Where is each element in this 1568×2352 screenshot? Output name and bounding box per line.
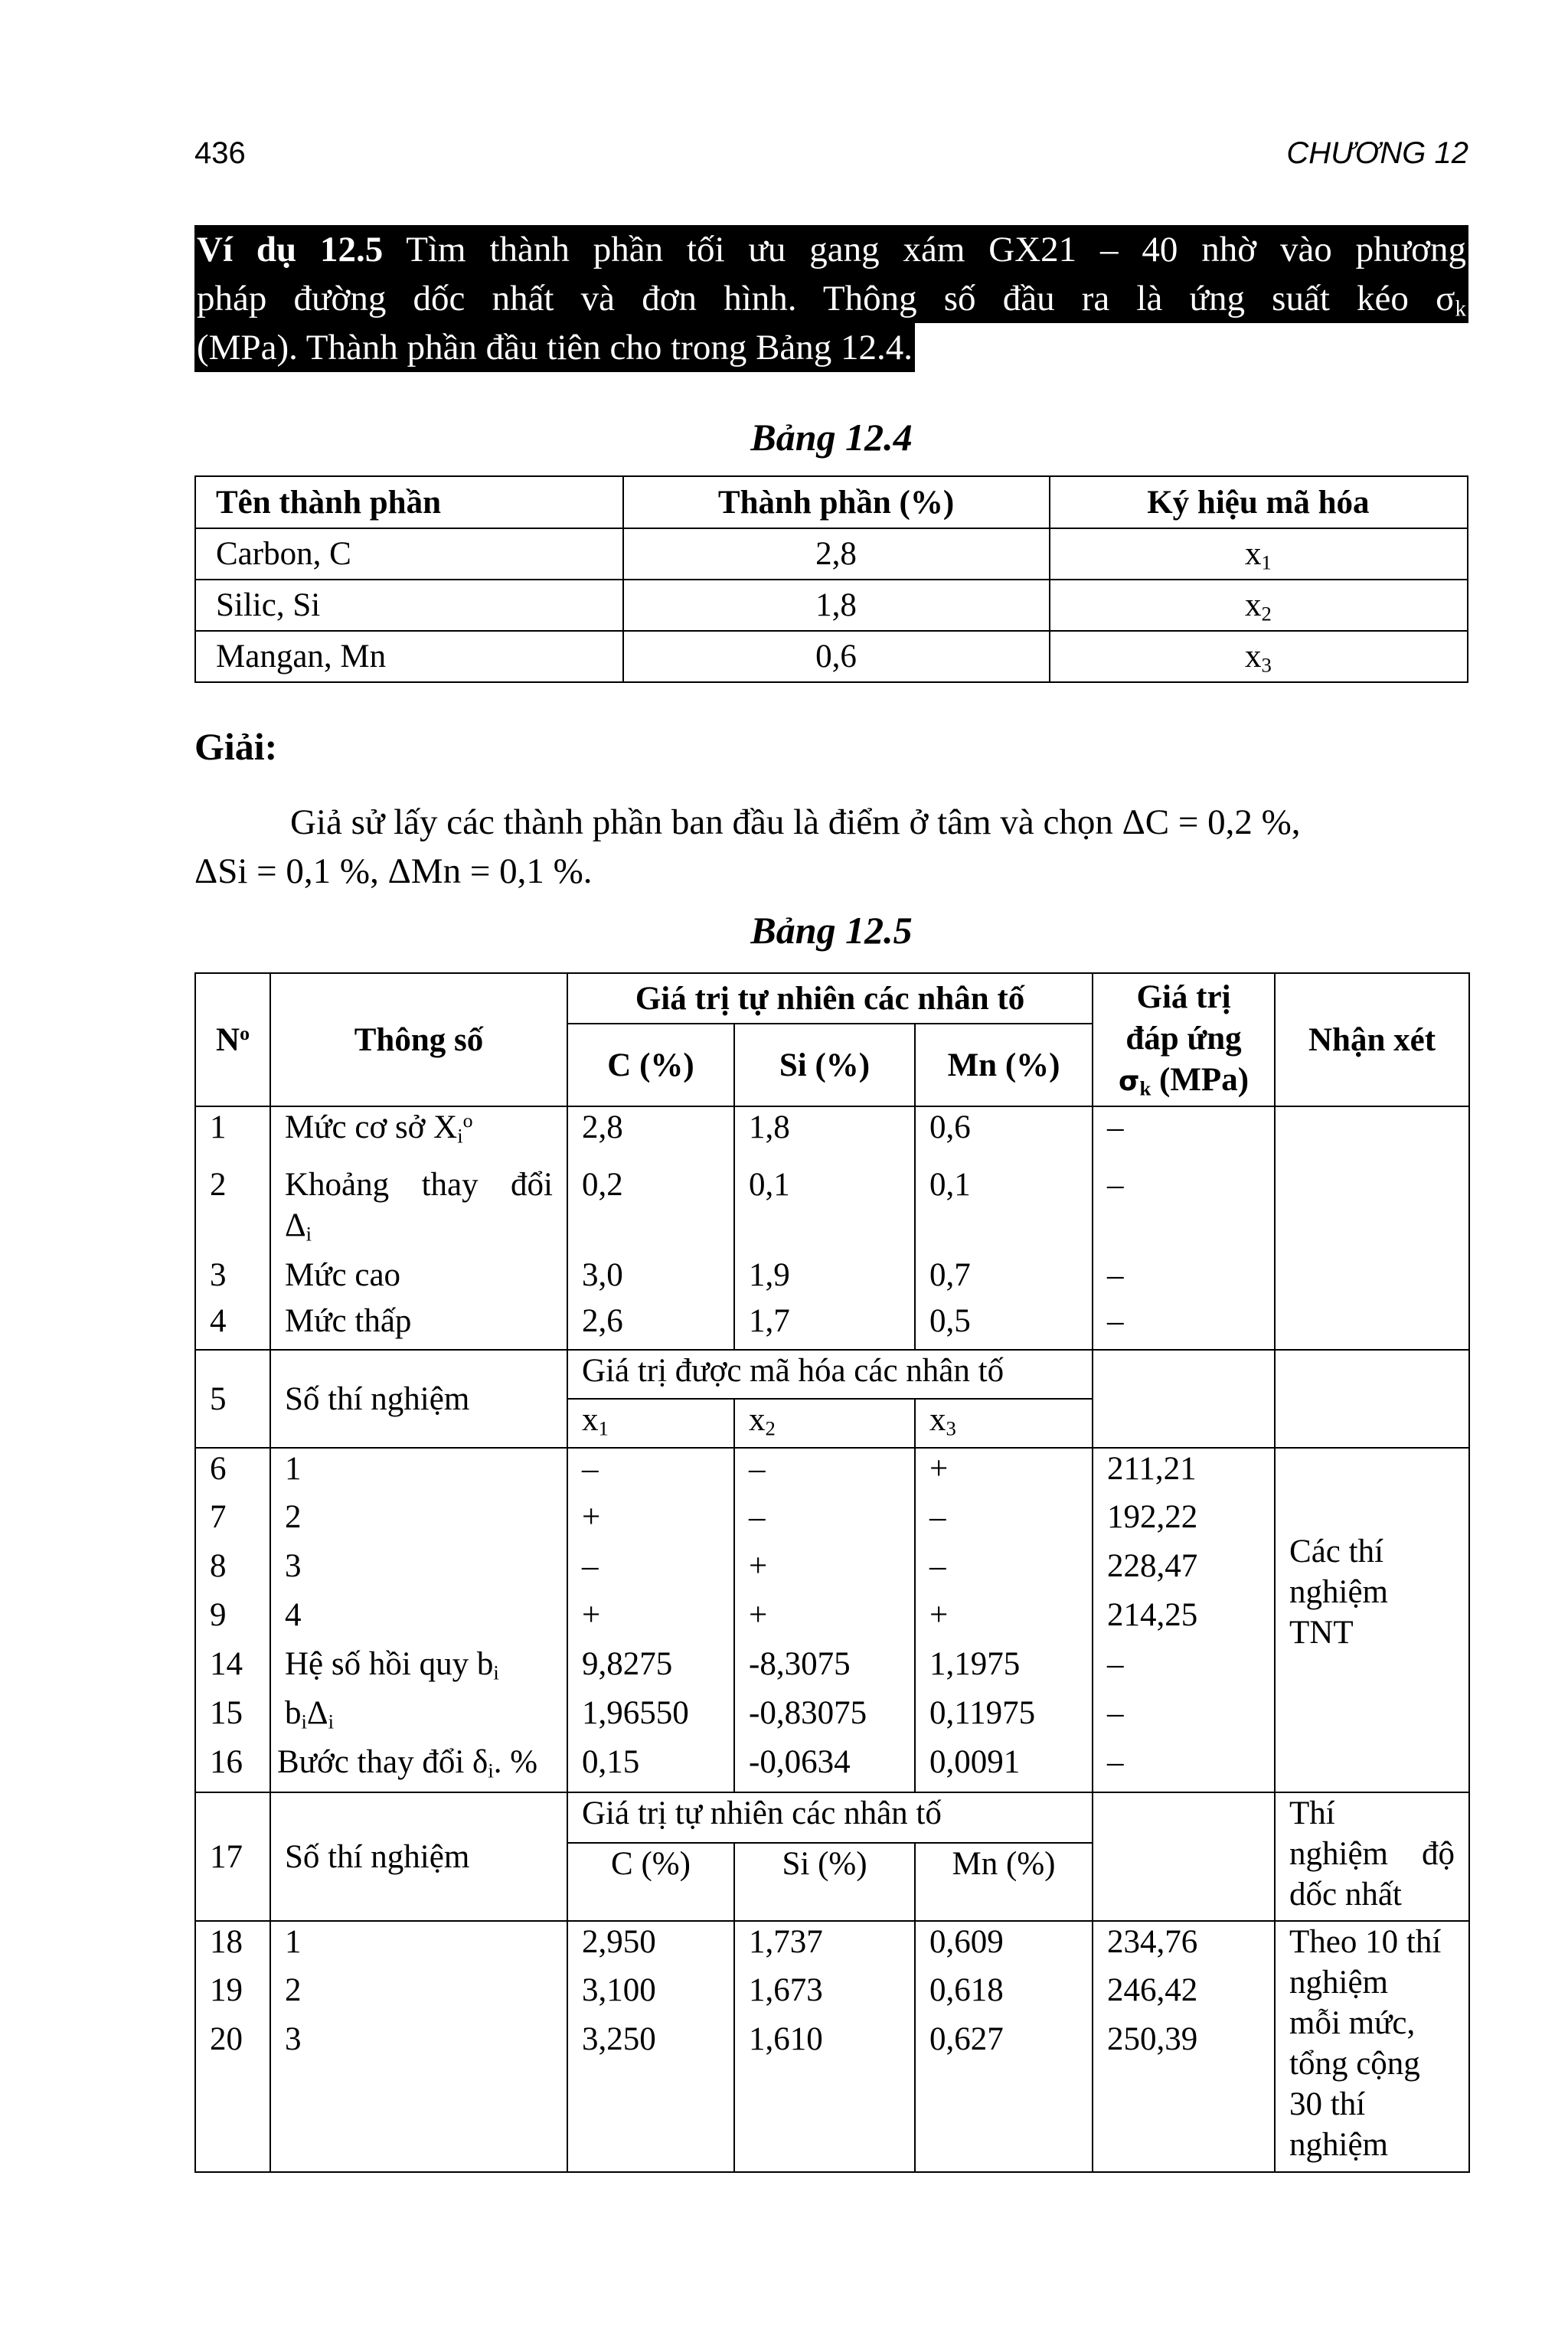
- cell-c: 3,250: [567, 2019, 734, 2172]
- header-row-1: [195, 973, 1469, 1024]
- cell-response: 250,39: [1093, 2019, 1275, 2172]
- cell-c: 3,0: [567, 1255, 734, 1301]
- header-no: [195, 973, 270, 1106]
- cell-c: 2,8: [567, 1106, 734, 1165]
- param-subscript: i: [328, 1710, 334, 1733]
- x-subscript: 2: [765, 1416, 776, 1440]
- table-row: [195, 528, 1468, 580]
- header-si: Si (%): [734, 1024, 915, 1106]
- cell-response: –: [1093, 1106, 1275, 1165]
- cell-remark-steep: [1275, 1921, 1469, 2172]
- cell-no: 19: [195, 1970, 270, 2019]
- response-unit: (MPa): [1151, 1062, 1250, 1098]
- cell-response: 192,22: [1093, 1497, 1275, 1546]
- cell-mn: –: [915, 1546, 1093, 1595]
- cell-mn: 0,618: [915, 1970, 1093, 2019]
- remark-line: tổng cộng: [1289, 2046, 1420, 2082]
- table-12-5-caption: Bảng 12.5: [750, 909, 913, 952]
- cell-param: Số thí nghiệm: [270, 1792, 567, 1921]
- cell-name: Mangan, Mn: [195, 631, 623, 682]
- cell-no: 15: [195, 1693, 270, 1742]
- cell-c: 0,15: [567, 1742, 734, 1792]
- cell-response: 246,42: [1093, 1970, 1275, 2019]
- cell-param: Số thí nghiệm: [270, 1350, 567, 1448]
- cell-no: 1: [195, 1106, 270, 1165]
- code-subscript: 2: [1261, 602, 1272, 626]
- response-sigma-subscript: k: [1139, 1076, 1152, 1100]
- table-12-4-caption: Bảng 12.4: [750, 416, 913, 459]
- param-text: Khoảng thay đổi: [285, 1167, 553, 1203]
- x-text: x: [929, 1402, 946, 1438]
- cell-c: C (%): [567, 1843, 734, 1921]
- example-line-2-text: pháp đường dốc nhất và đơn hình. Thông số đầu ra là ứng suất kéo σ: [197, 279, 1455, 318]
- response-line-1: Giá trị: [1136, 979, 1231, 1015]
- cell-mn: 0,11975: [915, 1693, 1093, 1742]
- cell-param: [270, 1742, 567, 1792]
- cell-mn: 0,5: [915, 1301, 1093, 1350]
- code-subscript: 1: [1261, 550, 1272, 574]
- cell-si: -0,0634: [734, 1742, 915, 1792]
- cell-si: +: [734, 1546, 915, 1595]
- param-subscript: i: [493, 1661, 499, 1684]
- cell-si: 1,7: [734, 1301, 915, 1350]
- cell-remark-empty: [1275, 1106, 1469, 1350]
- cell-percent: 0,6: [623, 631, 1049, 682]
- header-mn: Mn (%): [915, 1024, 1093, 1106]
- cell-mn: 0,627: [915, 2019, 1093, 2172]
- cell-si: –: [734, 1497, 915, 1546]
- cell-si: 1,9: [734, 1255, 915, 1301]
- cell-percent: 1,8: [623, 580, 1049, 631]
- param-delta: Δ: [285, 1207, 306, 1243]
- cell-response: –: [1093, 1742, 1275, 1792]
- response-sigma: σ: [1119, 1066, 1140, 1097]
- cell-code: [1050, 528, 1468, 580]
- table-12-4: [194, 475, 1468, 683]
- cell-remark-empty: [1275, 1350, 1469, 1448]
- param-delta: Δ: [306, 1695, 328, 1731]
- cell-param: [270, 1165, 567, 1255]
- cell-mn: 0,1: [915, 1165, 1093, 1255]
- code-subscript: 3: [1261, 653, 1272, 677]
- cell-name: Silic, Si: [195, 580, 623, 631]
- cell-response: –: [1093, 1255, 1275, 1301]
- response-line-2: đáp ứng: [1125, 1021, 1242, 1057]
- cell-response: –: [1093, 1301, 1275, 1350]
- param-subscript: i: [301, 1710, 307, 1733]
- cell-no: 16: [195, 1742, 270, 1792]
- cell-code: [1050, 580, 1468, 631]
- cell-mn: Mn (%): [915, 1843, 1093, 1921]
- cell-x2: [734, 1399, 915, 1448]
- cell-param: 1: [270, 1921, 567, 1970]
- cell-si: -8,3075: [734, 1644, 915, 1693]
- cell-response: 214,25: [1093, 1595, 1275, 1644]
- x-text: x: [749, 1402, 766, 1438]
- param-text: Mức cơ sở X: [285, 1109, 458, 1145]
- cell-no: 3: [195, 1255, 270, 1301]
- cell-c: –: [567, 1546, 734, 1595]
- remark-line: 30 thí: [1289, 2086, 1366, 2122]
- cell-percent: 2,8: [623, 528, 1049, 580]
- cell-response-empty: [1093, 1792, 1275, 1921]
- param-text: b: [285, 1695, 302, 1731]
- cell-no: 7: [195, 1497, 270, 1546]
- param-subscript: i: [457, 1124, 463, 1148]
- cell-c: 2,6: [567, 1301, 734, 1350]
- header-c: C (%): [567, 1024, 734, 1106]
- example-line-2: [194, 274, 1468, 323]
- solution-paragraph: [194, 798, 1468, 896]
- cell-response: 234,76: [1093, 1921, 1275, 1970]
- x-subscript: 1: [598, 1416, 609, 1440]
- cell-param: [270, 1106, 567, 1165]
- param-superscript: o: [462, 1109, 473, 1132]
- code-text: x: [1244, 587, 1262, 623]
- header-code-symbol: Ký hiệu mã hóa: [1050, 476, 1468, 528]
- cell-c: +: [567, 1497, 734, 1546]
- cell-si: Si (%): [734, 1843, 915, 1921]
- cell-x1: [567, 1399, 734, 1448]
- cell-si: 1,8: [734, 1106, 915, 1165]
- cell-mn: 0,6: [915, 1106, 1093, 1165]
- no-superscript: o: [240, 1021, 250, 1044]
- table-row: [195, 1350, 1469, 1399]
- example-line-1-text: Tìm thành phần tối ưu gang xám GX21 – 40 nhờ vào phương: [383, 230, 1466, 270]
- cell-no: 4: [195, 1301, 270, 1350]
- cell-no: 20: [195, 2019, 270, 2172]
- table-row: [195, 631, 1468, 682]
- cell-code: [1050, 631, 1468, 682]
- no-text: N: [216, 1021, 240, 1058]
- table-row: [195, 1106, 1469, 1165]
- cell-x3: [915, 1399, 1093, 1448]
- cell-si: 0,1: [734, 1165, 915, 1255]
- header-response: [1093, 973, 1275, 1106]
- cell-param: [270, 1644, 567, 1693]
- cell-no: 17: [195, 1792, 270, 1921]
- cell-name: Carbon, C: [195, 528, 623, 580]
- header-natural-values: Giá trị tự nhiên các nhân tố: [567, 973, 1093, 1024]
- param-text: Hệ số hồi quy b: [285, 1646, 494, 1682]
- header-component-percent: Thành phần (%): [623, 476, 1049, 528]
- cell-response: 228,47: [1093, 1546, 1275, 1595]
- remark-line: nghiệm độ: [1289, 1836, 1455, 1872]
- cell-param: 3: [270, 1546, 567, 1595]
- cell-response: –: [1093, 1693, 1275, 1742]
- table-row: [195, 580, 1468, 631]
- header-component-name: Tên thành phần: [195, 476, 623, 528]
- cell-mn: +: [915, 1595, 1093, 1644]
- remark-line: dốc nhất: [1289, 1877, 1402, 1913]
- cell-response: 211,21: [1093, 1448, 1275, 1497]
- cell-si: +: [734, 1595, 915, 1644]
- cell-c: +: [567, 1595, 734, 1644]
- cell-param: Mức cao: [270, 1255, 567, 1301]
- table-header-row: [195, 476, 1468, 528]
- table-row: [195, 1921, 1469, 1970]
- cell-no: 8: [195, 1546, 270, 1595]
- cell-remark-tnt: [1275, 1448, 1469, 1792]
- cell-param: 2: [270, 1970, 567, 2019]
- remark-line: Thí: [1289, 1795, 1335, 1831]
- solution-line-1: Giả sử lấy các thành phần ban đầu là điểm ở tâm và chọn ΔC = 0,2 %,: [290, 802, 1301, 842]
- table-row: [195, 1448, 1469, 1497]
- cell-si: 1,673: [734, 1970, 915, 2019]
- cell-param: 1: [270, 1448, 567, 1497]
- cell-si: -0,83075: [734, 1693, 915, 1742]
- chapter-header: CHƯƠNG 12: [1286, 136, 1468, 170]
- cell-param: Mức thấp: [270, 1301, 567, 1350]
- cell-response: –: [1093, 1644, 1275, 1693]
- cell-si: 1,610: [734, 2019, 915, 2172]
- cell-mn: +: [915, 1448, 1093, 1497]
- code-text: x: [1244, 639, 1262, 675]
- example-line-3: (MPa). Thành phần đầu tiên cho trong Bảng 12.4.: [194, 323, 915, 372]
- natural-values-group: Giá trị tự nhiên các nhân tố: [567, 1792, 1093, 1843]
- remark-line: TNT: [1289, 1615, 1354, 1651]
- example-paragraph: [194, 225, 1468, 372]
- cell-c: 2,950: [567, 1921, 734, 1970]
- remark-line: nghiệm: [1289, 1574, 1388, 1610]
- remark-line: Các thí: [1289, 1534, 1384, 1570]
- header-remark: Nhận xét: [1275, 973, 1469, 1106]
- cell-param: [270, 1693, 567, 1742]
- page-number: 436: [194, 136, 246, 170]
- param-text: Bước thay đổi δ: [277, 1744, 488, 1780]
- cell-si: 1,737: [734, 1921, 915, 1970]
- example-line-1: [194, 225, 1468, 274]
- cell-response: –: [1093, 1165, 1275, 1255]
- x-text: x: [582, 1402, 599, 1438]
- cell-no: 14: [195, 1644, 270, 1693]
- solution-heading: Giải:: [194, 725, 278, 768]
- cell-no: 18: [195, 1921, 270, 1970]
- cell-no: 2: [195, 1165, 270, 1255]
- cell-response-empty: [1093, 1350, 1275, 1448]
- x-subscript: 3: [946, 1416, 956, 1440]
- remark-line: nghiệm: [1289, 2127, 1388, 2163]
- table-12-5: [194, 972, 1470, 2173]
- cell-no: 6: [195, 1448, 270, 1497]
- code-text: x: [1244, 536, 1262, 572]
- table-row: [195, 1792, 1469, 1843]
- cell-remark-steepest: [1275, 1792, 1469, 1921]
- example-label: Ví dụ 12.5: [197, 230, 384, 270]
- coded-values-group: Giá trị được mã hóa các nhân tố: [567, 1350, 1093, 1399]
- cell-c: 1,96550: [567, 1693, 734, 1742]
- cell-mn: 1,1975: [915, 1644, 1093, 1693]
- cell-param: 2: [270, 1497, 567, 1546]
- remark-line: Theo 10 thí: [1289, 1924, 1442, 1960]
- remark-line: mỗi mức,: [1289, 2005, 1416, 2041]
- cell-c: 9,8275: [567, 1644, 734, 1693]
- cell-c: 3,100: [567, 1970, 734, 2019]
- cell-no: 5: [195, 1350, 270, 1448]
- param-subscript: i: [488, 1759, 494, 1782]
- cell-mn: –: [915, 1497, 1093, 1546]
- header-parameter: Thông số: [270, 973, 567, 1106]
- cell-param: 4: [270, 1595, 567, 1644]
- param-unit: . %: [493, 1744, 538, 1780]
- cell-mn: 0,609: [915, 1921, 1093, 1970]
- cell-c: 0,2: [567, 1165, 734, 1255]
- param-subscript: i: [305, 1222, 312, 1246]
- cell-si: –: [734, 1448, 915, 1497]
- cell-no: 9: [195, 1595, 270, 1644]
- cell-param: 3: [270, 2019, 567, 2172]
- cell-mn: 0,0091: [915, 1742, 1093, 1792]
- remark-line: nghiệm: [1289, 1965, 1388, 2001]
- cell-c: –: [567, 1448, 734, 1497]
- sigma-subscript: k: [1455, 296, 1466, 322]
- cell-mn: 0,7: [915, 1255, 1093, 1301]
- solution-line-2: ΔSi = 0,1 %, ΔMn = 0,1 %.: [194, 851, 593, 891]
